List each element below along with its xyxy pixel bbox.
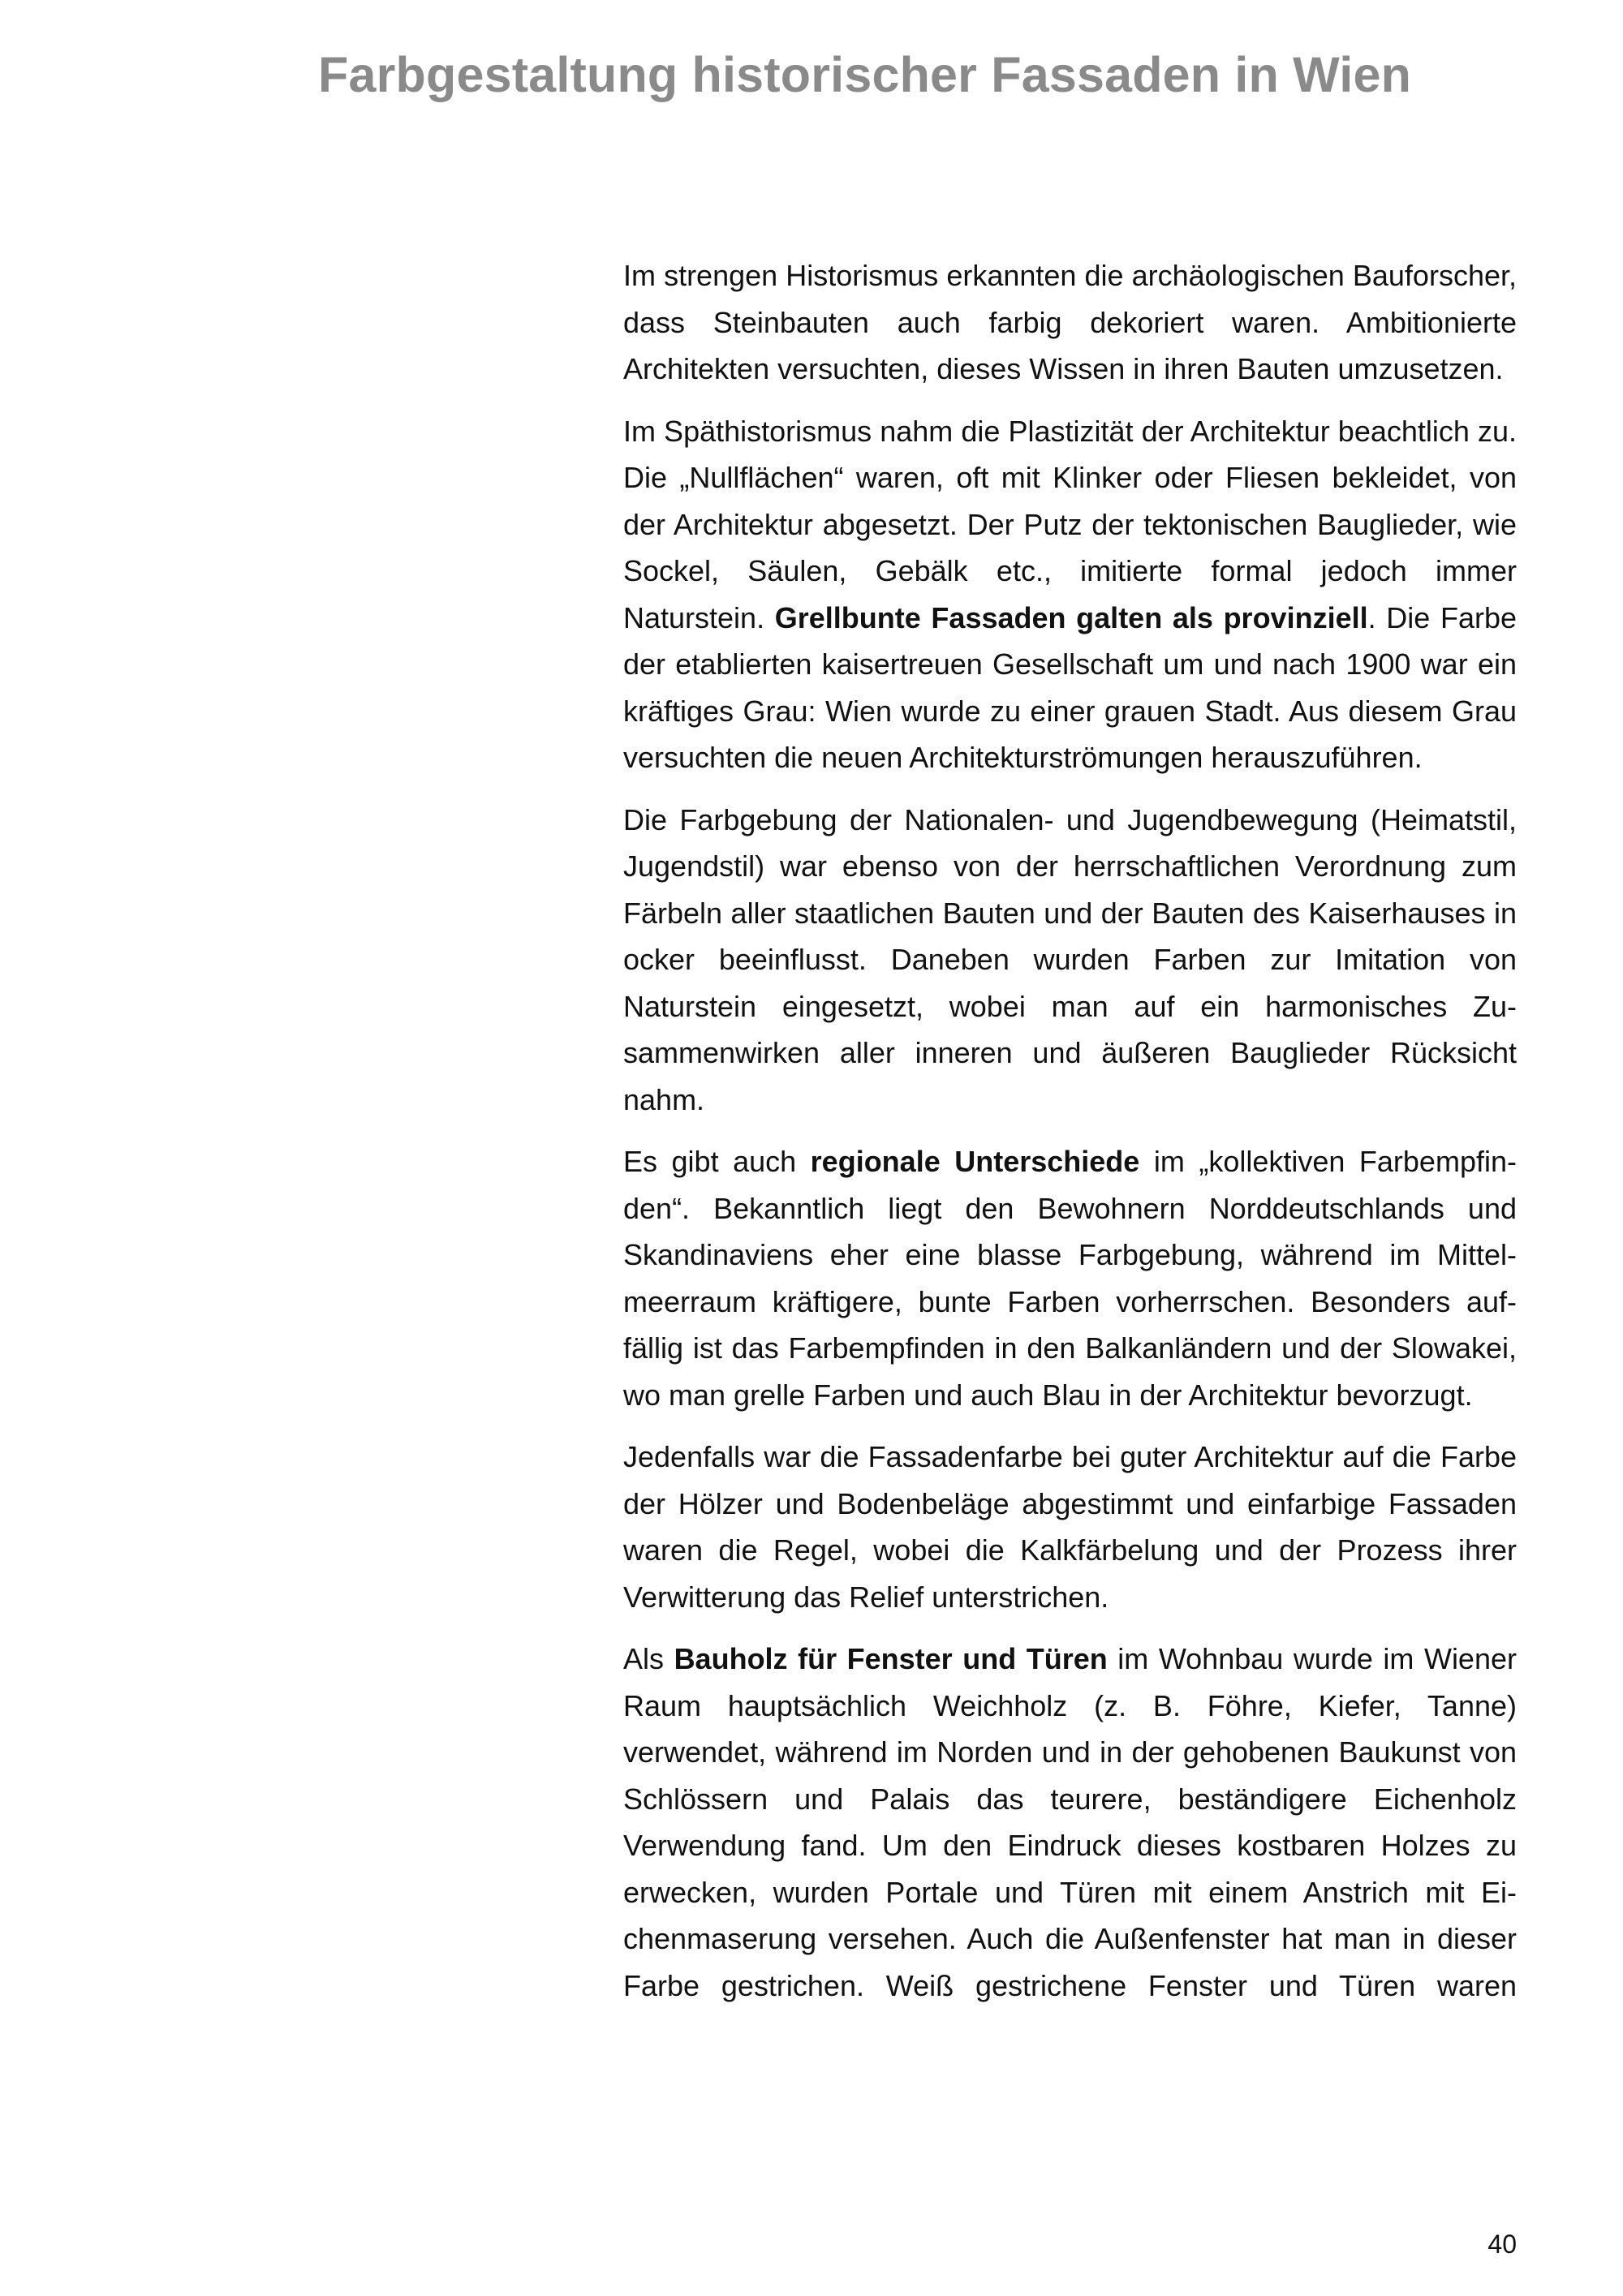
page-number: 40 [1487,2229,1517,2259]
paragraph [623,1138,1517,1418]
paragraph [623,408,1517,781]
text-run: . Die Farbe der etablierten kaisertreuen Gesellschaft um und nach 1900 war ein kräftiges Grau: Wien wurde zu einer grauen Stadt. Aus diesem Grau versuchten die neuen Architekturströmungen herauszuführen. [623,600,1518,774]
bold-emphasis: Bauholz für Fenster und Türen [674,1642,1108,1675]
paragraph: Jedenfalls war die Fassadenfarbe bei guter Architektur auf die Farbe der Hölzer und Bodenbeläge abgestimmt und einfarbige Fassaden waren die Regel, wobei die Kalkfärbelung und der Prozess ihrer Verwitterung das Relief unterstrichen. [623,1440,1517,1614]
paragraph: Die Farbgebung der Nationalen- und Jugendbewegung (Heimatstil, Jugendstil) war ebenso von der herrschaftlichen Verordnung zum Färbeln aller staatlichen Bauten und der Bauten des Kaiserhauses in ocker beeinflusst. Daneben wurden Farben zur Imitation von Naturstein eingesetzt, wobei man auf ein harmonisches Zusammenwirken aller inneren und äußeren Bauglieder Rücksicht nahm. [623,802,1517,1116]
bold-emphasis: Grellbunte Fassaden galten als provinziell [774,600,1368,634]
text-run: im Wohnbau wurde im Wiener Raum hauptsächlich Weichholz (z. B. Föhre, Kiefer, Tanne) verwendet, während im Norden und in der gehobenen Baukunst von Schlössern und Palais das teurere, beständigere Eichenholz Verwendung fand. Um den Eindruck dieses kostbaren Holzes zu erwecken, wurden Portale und Türen mit einem Anstrich mit Eichenmaserung versehen. Auch die Außenfenster hat man in dieser Farbe gestrichen. Weiß gestrichene Fenster und Türen waren [623,1642,1517,2002]
text-run: Als [623,1642,674,1675]
text-run: Im Späthistorismus nahm die Plastizität der Architektur beachtlich zu. Die „Nullflächen“ waren, oft mit Klinker oder Fliesen bekleidet, von der Architektur abgesetzt. Der Putz der tektonischen Bauglieder, wie Sockel, Säulen, Gebälk etc., imitierte formal jedoch immer Naturstein. [623,414,1517,634]
text-run: Es gibt auch [623,1145,811,1178]
paragraph [623,1636,1517,2009]
text-run: im „kollektiven Farbempfinden“. Bekanntlich liegt den Bewohnern Norddeutschlands und Skandinaviens eher eine blasse Farbgebung, während im Mittelmeerraum kräftigere, bunte Farben vorherrschen. Besonders auffällig ist das Farbempfinden in den Balkanländern und der Slowakei, wo man grelle Farben und auch Blau in der Architektur bevorzugt. [623,1145,1517,1412]
bold-emphasis: regionale Unterschiede [810,1145,1140,1178]
paragraph: Im strengen Historismus erkannten die archäologischen Bauforscher, dass Steinbauten auch farbig dekoriert waren. Ambitionierte Architekten versuchten, dieses Wissen in ihren Bauten umzusetzen. [623,259,1517,385]
body-text [623,252,1517,2024]
page-title: Farbgestaltung historischer Fassaden in Wien [318,47,1412,102]
